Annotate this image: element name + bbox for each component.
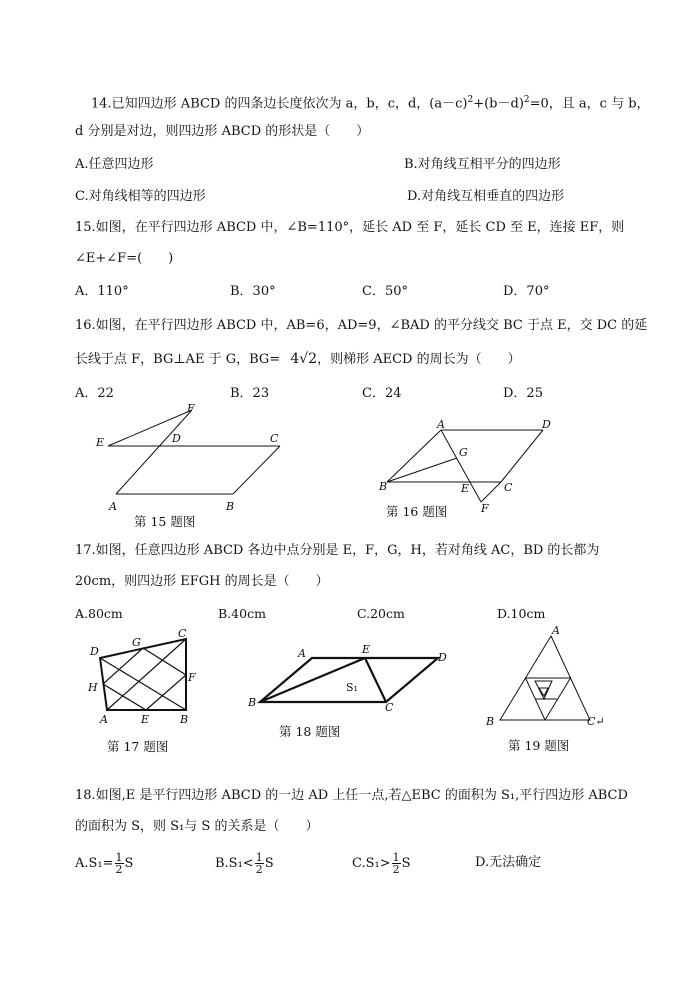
line-cb (233, 446, 280, 494)
radical-expression: 4√2 (290, 351, 318, 367)
q17-line1: 17.如图，任意四边形 ABCD 各边中点分别是 E，F，G，H，若对角线 AC，BD 的长都为 (75, 543, 600, 558)
line-bg (387, 458, 457, 482)
q14-option-a: A.任意四边形 (75, 157, 154, 172)
q15-option-d: D．70° (503, 284, 550, 299)
label-d: D (542, 418, 551, 431)
q18-option-d: D.无法确定 (475, 855, 542, 870)
figure-17 (82, 625, 207, 740)
q14-option-b: B.对角线互相平分的四边形 (404, 157, 561, 172)
label-g: G (459, 446, 468, 459)
label-f: F (481, 502, 489, 515)
line-af (116, 410, 192, 494)
line-eb (260, 658, 365, 702)
label-f: F (187, 402, 195, 415)
figure-15-caption: 第 15 题图 (134, 514, 196, 529)
q15-option-c: C．50° (362, 284, 408, 299)
figure-18 (242, 640, 457, 720)
label-e: E (96, 436, 105, 449)
line-dc (501, 430, 543, 482)
fraction-one-half: $\frac{1}{2}$ (115, 851, 123, 876)
line-cf (481, 482, 501, 502)
line-ba (387, 430, 441, 482)
q18-line2: 的面积为 S，则 S₁与 S 的关系是（ ） (75, 819, 319, 834)
q15-line2: ∠E+∠F=( ) (75, 251, 174, 266)
q17-option-c: C.20cm (357, 606, 405, 621)
label-b: B (226, 500, 235, 513)
label-f: F (188, 671, 196, 684)
label-d: D (438, 651, 447, 664)
line-ec (365, 658, 386, 702)
label-d: D (90, 645, 99, 658)
quad-efgh (103, 648, 186, 710)
label-b: B (248, 696, 257, 709)
q14-option-c: C.对角线相等的四边形 (75, 189, 206, 204)
label-e: E (461, 482, 470, 495)
label-b: B (486, 715, 495, 728)
q16-option-b: B．23 (230, 386, 270, 401)
q14-option-d: D.对角线互相垂直的四边形 (407, 189, 565, 204)
figure-16-caption: 第 16 题图 (386, 504, 448, 519)
q16-line2: 长线于点 F，BG⊥AE 于 G，BG= 4√2，则梯形 AECD 的周长为（ ） (75, 351, 521, 367)
label-d: D (172, 432, 181, 445)
q15-line1: 15.如图，在平行四边形 ABCD 中，∠B=110°，延长 AD 至 F，延长 CD 至 E，连接 EF，则 (75, 220, 625, 235)
q16-option-a: A．22 (75, 386, 114, 401)
q18-option-b: B.S₁< $\frac{1}{2}$ S (215, 851, 274, 876)
q16-option-d: D．25 (503, 386, 543, 401)
q14-line2: d 分别是对边，则四边形 ABCD 的形状是（ ） (75, 124, 370, 139)
label-e: E (141, 713, 150, 726)
fraction-one-half: $\frac{1}{2}$ (255, 851, 263, 876)
diagonal-bd (100, 658, 186, 710)
q17-line2: 20cm，则四边形 EFGH 的周长是（ ） (75, 574, 329, 589)
label-a: A (100, 713, 108, 726)
q18-option-a: A.S₁= $\frac{1}{2}$ S (75, 851, 134, 876)
figure-19 (478, 622, 605, 732)
figure-17-caption: 第 17 题图 (107, 739, 169, 754)
label-a: A (552, 624, 560, 637)
q18-option-c: C.S₁> $\frac{1}{2}$ S (352, 851, 411, 876)
q15-option-a: A．110° (75, 284, 129, 299)
label-c: C (270, 432, 279, 445)
label-e: E (362, 643, 371, 656)
label-c: C (178, 627, 187, 640)
q15-option-b: B．30° (230, 284, 276, 299)
label-b: B (180, 713, 189, 726)
label-c: C (504, 481, 513, 494)
label-s1: S₁ (346, 681, 358, 694)
label-h: H (88, 681, 98, 694)
label-a: A (109, 500, 117, 513)
q18-line1: 18.如图,E 是平行四边形 ABCD 的一边 AD 上任一点,若△EBC 的面积为 S₁,平行四边形 ABCD (75, 788, 628, 803)
q17-option-d: D.10cm (497, 606, 546, 621)
label-g: G (132, 636, 141, 649)
label-b: B (379, 480, 388, 493)
q16-option-c: C．24 (362, 386, 402, 401)
figure-18-caption: 第 18 题图 (279, 724, 341, 739)
triangle-level-2 (535, 681, 552, 699)
label-c: C↵ (587, 715, 605, 728)
q16-line1: 16.如图，在平行四边形 ABCD 中，AB=6，AD=9，∠BAD 的平分线交 BC 于点 E，交 DC 的延 (75, 318, 648, 333)
figure-15 (88, 402, 298, 512)
label-a: A (437, 418, 445, 431)
figure-16 (375, 420, 575, 515)
label-a: A (298, 647, 306, 660)
q17-option-a: A.80cm (75, 606, 123, 621)
label-c: C (385, 701, 394, 714)
figure-19-caption: 第 19 题图 (508, 738, 570, 753)
q14-line1: 14.已知四边形 ABCD 的四条边长度依次为 a，b，c，d，$(a-c)^2+(b-d)^2=0$，且 a，c 与 b， (91, 95, 650, 112)
q17-option-b: B.40cm (218, 606, 266, 621)
fraction-one-half: $\frac{1}{2}$ (392, 851, 400, 876)
